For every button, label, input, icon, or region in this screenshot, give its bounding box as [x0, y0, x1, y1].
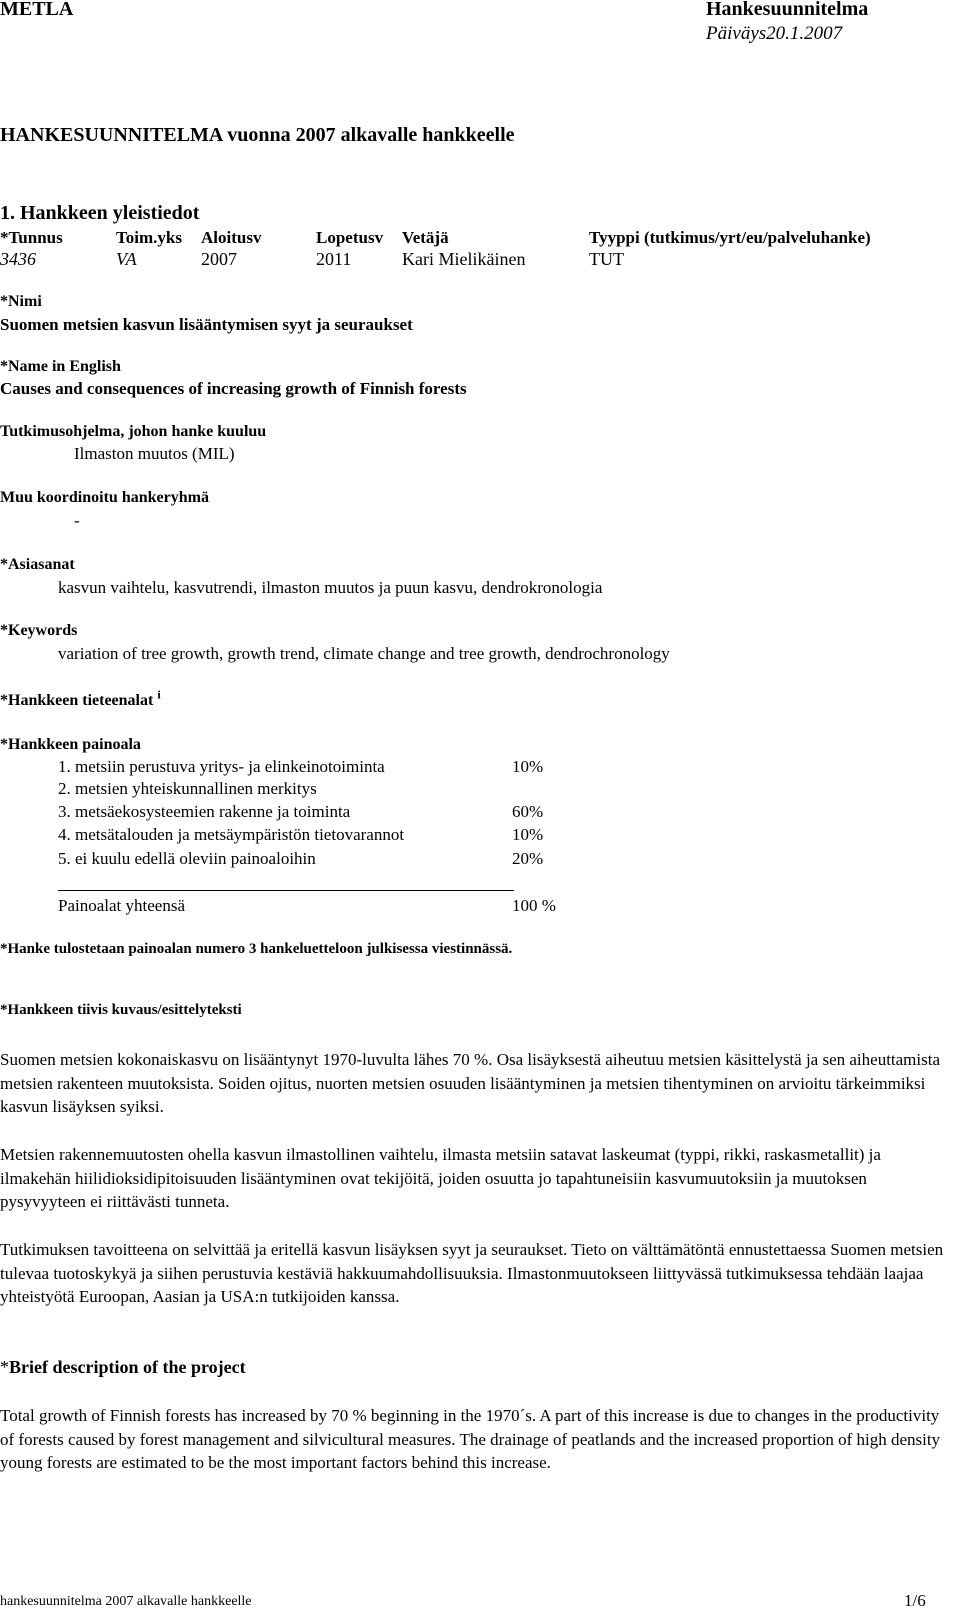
focus-pct-4: 10% [512, 825, 544, 844]
name-value: Suomen metsien kasvun lisääntymisen syyt ja seuraukset [0, 315, 413, 334]
section-heading: 1. Hankkeen yleistiedot [0, 202, 200, 224]
summary-paragraph-3: Tutkimuksen tavoitteena on selvittää ja eritellä kasvun lisäyksen syyt ja seuraukset. Tieto on välttämätöntä ennustettaessa Suomen metsien tulevaa tuotoskykyä ja siihen perustuvia kestäviä hakkuumahdollisuuksia. Ilmastonmuutokseen liittyvässä tutkimuksessa tehdään laajaa yhteistyötä Euroopan, Aasian ja USA:n tutkijoiden kanssa. [0, 1240, 944, 1306]
brief-asterisk: * [0, 1357, 9, 1377]
focus-pct-5: 20% [512, 849, 544, 868]
name-en-label: *Name in English [0, 358, 121, 375]
col-header-vetaja: Vetäjä [402, 228, 449, 247]
summary-label: *Hankkeen tiivis kuvaus/esittelyteksti [0, 1002, 242, 1018]
header-org: METLA [0, 0, 74, 20]
document-title: HANKESUUNNITELMA vuonna 2007 alkavalle hankkeelle [0, 124, 515, 146]
brief-paragraph: Total growth of Finnish forests has increased by 70 % beginning in the 1970´s. A part of this increase is due to changes in the productivity of forests caused by forest management and silvicultural measures. The drainage of peatlands and the increased proportion of high density young forests are estimated to be the most important factors behind this increase. [0, 1406, 941, 1472]
col-header-tunnus: *Tunnus [0, 228, 63, 247]
col-header-aloitusv: Aloitusv [201, 228, 262, 247]
col-header-toimyks: Toim.yks [116, 228, 182, 247]
name-en-value: Causes and consequences of increasing growth of Finnish forests [0, 379, 467, 398]
focus-item-1: 1. metsiin perustuva yritys- ja elinkeinotoiminta [58, 757, 385, 776]
value-lopetusv: 2011 [316, 249, 352, 269]
header-doc-type: Hankesuunnitelma [706, 0, 869, 20]
brief-heading [0, 1357, 246, 1378]
summary-paragraph-1: Suomen metsien kokonaiskasvu on lisääntynyt 1970-luvulta lähes 70 %. Osa lisäyksestä aiheutuu metsien käsittelystä ja sen aiheuttamista metsien rakenteen muutoksista. Soiden ojitus, nuorten metsien osuuden lisääntyminen ja metsien tihentyminen on arvioitu tärkeimmiksi kasvun lisäyksen syiksi. [0, 1050, 941, 1116]
focus-total-value: 100 % [512, 896, 556, 915]
keywords-fi-value: kasvun vaihtelu, kasvutrendi, ilmaston muutos ja puun kasvu, dendrokronologia [58, 578, 603, 597]
value-toimyks: VA [116, 249, 137, 269]
brief-label: Brief description of the project [9, 1357, 246, 1377]
group-label: Muu koordinoitu hankeryhmä [0, 489, 209, 506]
summary-paragraph-2: Metsien rakennemuutosten ohella kasvun ilmastollinen vaihtelu, ilmasta metsiin satavat laskeumat (typpi, rikki, raskasmetallit) ja ilmakehän hiilidioksidipitoisuuden lisääntyminen ovat tekijöitä, joiden osuutta jo tapahtuneisiin kasvumuutoksiin ja muutoksen pysyvyyteen ei riittävästi tunneta. [0, 1145, 881, 1211]
fields-label-text: *Hankkeen tieteenalat [0, 692, 154, 709]
fields-footnote-marker[interactable]: i [157, 687, 161, 702]
value-tyyppi: TUT [589, 249, 624, 269]
value-aloitusv: 2007 [201, 249, 237, 269]
col-header-tyyppi: Tyyppi (tutkimus/yrt/eu/palveluhanke) [589, 228, 871, 247]
value-tunnus: 3436 [0, 249, 36, 269]
keywords-en-value: variation of tree growth, growth trend, climate change and tree growth, dendrochronology [58, 644, 670, 663]
focus-label: *Hankkeen painoala [0, 736, 141, 753]
keywords-en-label: *Keywords [0, 622, 78, 639]
header-date: Päiväys20.1.2007 [706, 23, 843, 44]
publish-note: *Hanke tulostetaan painoalan numero 3 hankeluetteloon julkisessa viestinnässä. [0, 941, 513, 957]
focus-item-5: 5. ei kuulu edellä oleviin painoaloihin [58, 849, 316, 868]
focus-pct-3: 60% [512, 802, 544, 821]
focus-total-label: Painoalat yhteensä [58, 896, 185, 915]
focus-item-3: 3. metsäekosysteemien rakenne ja toiminta [58, 802, 351, 821]
name-label: *Nimi [0, 293, 42, 310]
footer-filename: hankesuunnitelma 2007 alkavalle hankkeelle [0, 1594, 252, 1609]
focus-pct-1: 10% [512, 757, 544, 776]
group-value: - [74, 511, 80, 530]
programme-value: Ilmaston muutos (MIL) [74, 444, 235, 463]
focus-item-2: 2. metsien yhteiskunnallinen merkitys [58, 779, 317, 798]
fields-label [0, 687, 161, 710]
footer-page-number: 1/6 [904, 1591, 926, 1610]
total-divider [58, 890, 514, 891]
keywords-fi-label: *Asiasanat [0, 556, 75, 573]
value-vetaja: Kari Mielikäinen [402, 249, 526, 269]
focus-item-4: 4. metsätalouden ja metsäympäristön tietovarannot [58, 825, 405, 844]
col-header-lopetusv: Lopetusv [316, 228, 384, 247]
programme-label: Tutkimusohjelma, johon hanke kuuluu [0, 423, 267, 440]
